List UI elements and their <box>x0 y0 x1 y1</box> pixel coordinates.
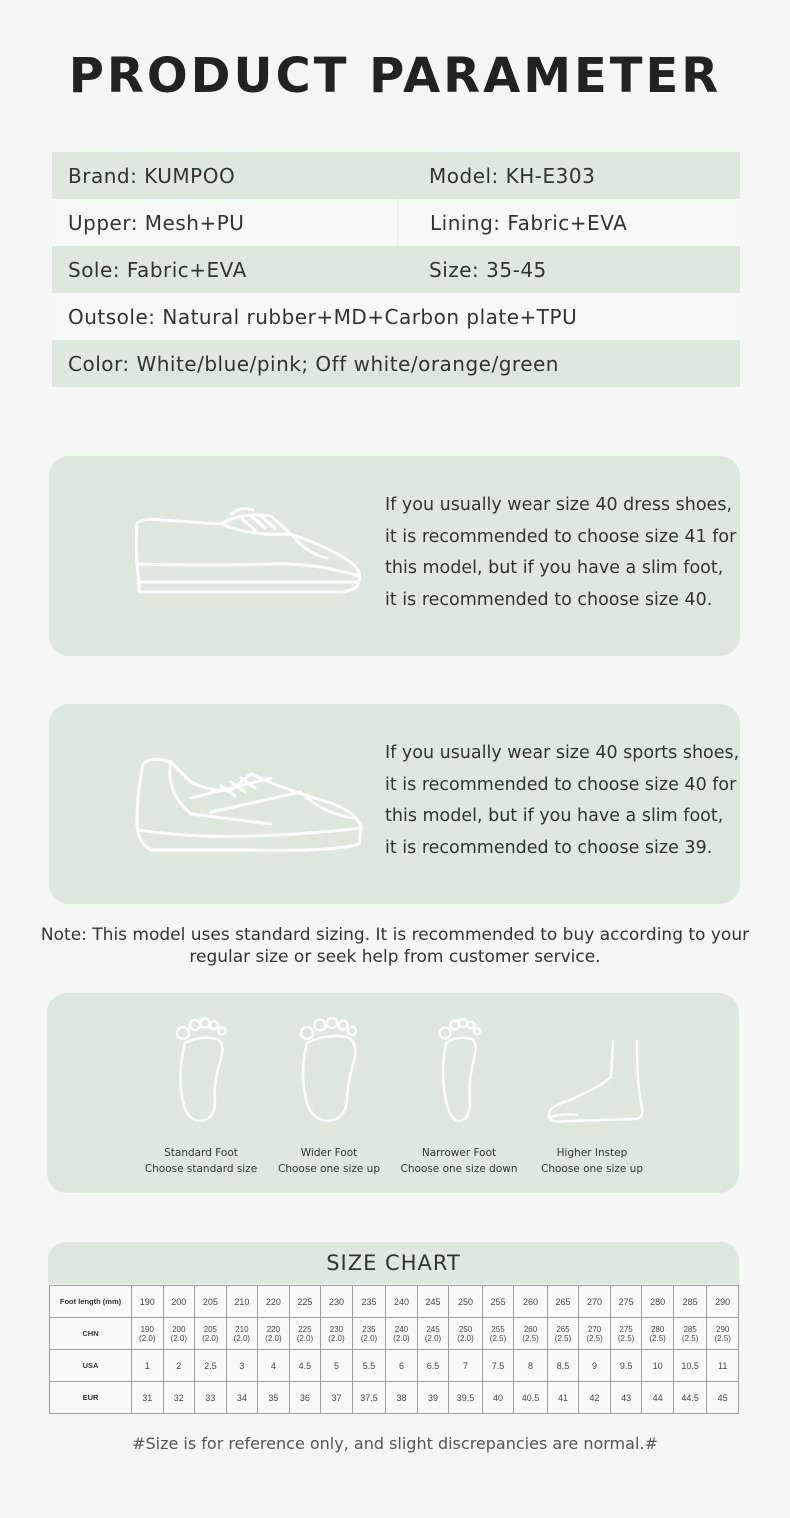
param-brand: Brand: KUMPOO <box>68 163 236 188</box>
foot-type-narrower <box>389 1013 529 1177</box>
param-size: Size: 35-45 <box>429 257 547 282</box>
table-cell: 44 <box>642 1382 674 1414</box>
table-cell: 39 <box>417 1382 449 1414</box>
table-cell: 9.5 <box>610 1350 642 1382</box>
param-model: Model: KH-E303 <box>429 163 596 188</box>
table-cell: 265 <box>547 1286 579 1318</box>
table-cell: 38 <box>386 1382 418 1414</box>
table-cell: 220 <box>258 1286 290 1318</box>
foot-type-advice: Choose one size down <box>400 1163 518 1175</box>
higher-instep-icon <box>537 1013 647 1125</box>
table-cell: 245 <box>417 1286 449 1318</box>
foot-type-standard <box>131 1013 271 1177</box>
foot-type-higher-instep <box>522 1013 662 1177</box>
page-title: PRODUCT PARAMETER <box>68 48 722 104</box>
tip-line: it is recommended to choose size 39. <box>385 837 713 858</box>
table-cell: 260 (2.5) <box>514 1318 547 1350</box>
size-chart-title: SIZE CHART <box>48 1242 739 1284</box>
row-header: USA <box>50 1350 132 1382</box>
table-cell: 39.5 <box>449 1382 482 1414</box>
foot-type-name: Higher Instep <box>556 1147 628 1159</box>
note-line: Note: This model uses standard sizing. It is recommended to buy according to your <box>40 925 750 945</box>
table-cell: 285 (2.5) <box>673 1318 706 1350</box>
table-cell: 6 <box>386 1350 418 1382</box>
table-cell: 190 (2.0) <box>132 1318 164 1350</box>
table-cell: 42 <box>579 1382 611 1414</box>
table-cell: 11 <box>707 1350 739 1382</box>
table-cell: 4 <box>258 1350 290 1382</box>
param-color: Color: White/blue/pink; Off white/orange/green <box>68 351 559 376</box>
table-cell: 270 <box>579 1286 611 1318</box>
size-chart-table <box>49 1285 739 1414</box>
table-cell: 210 (2.0) <box>226 1318 258 1350</box>
table-cell: 280 (2.5) <box>642 1318 674 1350</box>
tip-line: it is recommended to choose size 41 for <box>385 526 737 547</box>
sports-shoe-tip-card <box>49 704 740 904</box>
table-cell: 235 (2.0) <box>352 1318 385 1350</box>
table-cell: 230 <box>321 1286 353 1318</box>
row-header: Foot length (mm) <box>50 1286 132 1318</box>
table-cell: 260 <box>514 1286 547 1318</box>
table-cell: 250 <box>449 1286 482 1318</box>
param-upper: Upper: Mesh+PU <box>68 210 245 235</box>
table-cell: 285 <box>673 1286 706 1318</box>
table-cell: 250 (2.0) <box>449 1318 482 1350</box>
param-row <box>52 246 740 293</box>
table-cell: 7.5 <box>482 1350 514 1382</box>
dress-shoe-icon <box>131 504 371 604</box>
table-cell: 40.5 <box>514 1382 547 1414</box>
table-cell: 240 (2.0) <box>386 1318 418 1350</box>
tip-line: this model, but if you have a slim foot, <box>385 806 724 826</box>
table-cell: 2.5 <box>195 1350 227 1382</box>
table-cell: 290 (2.5) <box>707 1318 739 1350</box>
table-cell: 205 <box>195 1286 227 1318</box>
table-cell: 10.5 <box>673 1350 706 1382</box>
param-outsole: Outsole: Natural rubber+MD+Carbon plate+TPU <box>68 304 578 329</box>
parameter-table <box>52 152 740 387</box>
table-cell: 45 <box>707 1382 739 1414</box>
disclaimer-footer: #Size is for reference only, and slight discrepancies are normal.# <box>132 1434 658 1453</box>
table-cell: 255 <box>482 1286 514 1318</box>
table-cell: 6.5 <box>417 1350 449 1382</box>
table-cell: 34 <box>226 1382 258 1414</box>
table-cell: 7 <box>449 1350 482 1382</box>
table-cell: 265 (2.5) <box>547 1318 579 1350</box>
row-header: EUR <box>50 1382 132 1414</box>
table-cell: 31 <box>132 1382 164 1414</box>
param-sole: Sole: Fabric+EVA <box>68 257 247 282</box>
table-cell: 5.5 <box>352 1350 385 1382</box>
tip-line: this model, but if you have a slim foot, <box>385 558 724 578</box>
row-header: CHN <box>50 1318 132 1350</box>
param-row <box>52 293 740 340</box>
wider-foot-icon <box>297 1013 361 1125</box>
table-cell: 41 <box>547 1382 579 1414</box>
param-row <box>52 152 740 199</box>
table-cell: 255 (2.5) <box>482 1318 514 1350</box>
table-cell: 5 <box>321 1350 353 1382</box>
table-cell: 43 <box>610 1382 642 1414</box>
table-row <box>50 1286 739 1318</box>
table-cell: 245 (2.0) <box>417 1318 449 1350</box>
table-row <box>50 1382 739 1414</box>
table-cell: 3 <box>226 1350 258 1382</box>
table-cell: 220 (2.0) <box>258 1318 290 1350</box>
dress-shoe-tip-card <box>49 456 740 656</box>
table-cell: 225 (2.0) <box>289 1318 321 1350</box>
table-cell: 235 <box>352 1286 385 1318</box>
table-cell: 8 <box>514 1350 547 1382</box>
table-cell: 200 (2.0) <box>163 1318 195 1350</box>
sizing-note <box>20 924 770 968</box>
table-cell: 270 (2.5) <box>579 1318 611 1350</box>
tip-line: it is recommended to choose size 40. <box>385 589 713 610</box>
foot-type-advice: Choose standard size <box>144 1163 258 1175</box>
table-cell: 210 <box>226 1286 258 1318</box>
table-cell: 44.5 <box>673 1382 706 1414</box>
table-cell: 1 <box>132 1350 164 1382</box>
table-cell: 290 <box>707 1286 739 1318</box>
table-cell: 275 (2.5) <box>610 1318 642 1350</box>
table-cell: 35 <box>258 1382 290 1414</box>
sports-shoe-tip-text <box>385 738 740 864</box>
table-cell: 10 <box>642 1350 674 1382</box>
table-row <box>50 1318 739 1350</box>
table-cell: 230 (2.0) <box>321 1318 353 1350</box>
dress-shoe-tip-text <box>385 490 735 616</box>
foot-type-name: Narrower Foot <box>421 1147 497 1159</box>
sneaker-icon <box>131 752 371 862</box>
table-cell: 37 <box>321 1382 353 1414</box>
foot-type-name: Wider Foot <box>300 1147 358 1159</box>
tip-line: it is recommended to choose size 40 for <box>385 774 737 795</box>
table-cell: 240 <box>386 1286 418 1318</box>
param-lining: Lining: Fabric+EVA <box>397 199 627 246</box>
table-cell: 200 <box>163 1286 195 1318</box>
table-cell: 275 <box>610 1286 642 1318</box>
param-row <box>52 340 740 387</box>
note-line: regular size or seek help from customer service. <box>189 947 601 967</box>
table-cell: 40 <box>482 1382 514 1414</box>
foot-type-advice: Choose one size up <box>278 1163 380 1175</box>
table-cell: 2 <box>163 1350 195 1382</box>
table-cell: 280 <box>642 1286 674 1318</box>
table-cell: 36 <box>289 1382 321 1414</box>
tip-line: If you usually wear size 40 dress shoes, <box>385 495 733 515</box>
table-cell: 33 <box>195 1382 227 1414</box>
foot-type-advice: Choose one size up <box>541 1163 643 1175</box>
foot-types-panel <box>47 993 739 1193</box>
table-cell: 4.5 <box>289 1350 321 1382</box>
table-cell: 190 <box>132 1286 164 1318</box>
table-cell: 205 (2.0) <box>195 1318 227 1350</box>
param-row <box>52 199 740 246</box>
foot-type-wider <box>259 1013 399 1177</box>
tip-line: If you usually wear size 40 sports shoes, <box>385 743 740 763</box>
narrower-foot-icon <box>432 1013 486 1125</box>
table-cell: 37.5 <box>352 1382 385 1414</box>
table-cell: 9 <box>579 1350 611 1382</box>
table-row <box>50 1350 739 1382</box>
table-cell: 225 <box>289 1286 321 1318</box>
table-cell: 8.5 <box>547 1350 579 1382</box>
foot-type-name: Standard Foot <box>164 1147 238 1159</box>
standard-foot-icon <box>171 1013 231 1125</box>
table-cell: 32 <box>163 1382 195 1414</box>
